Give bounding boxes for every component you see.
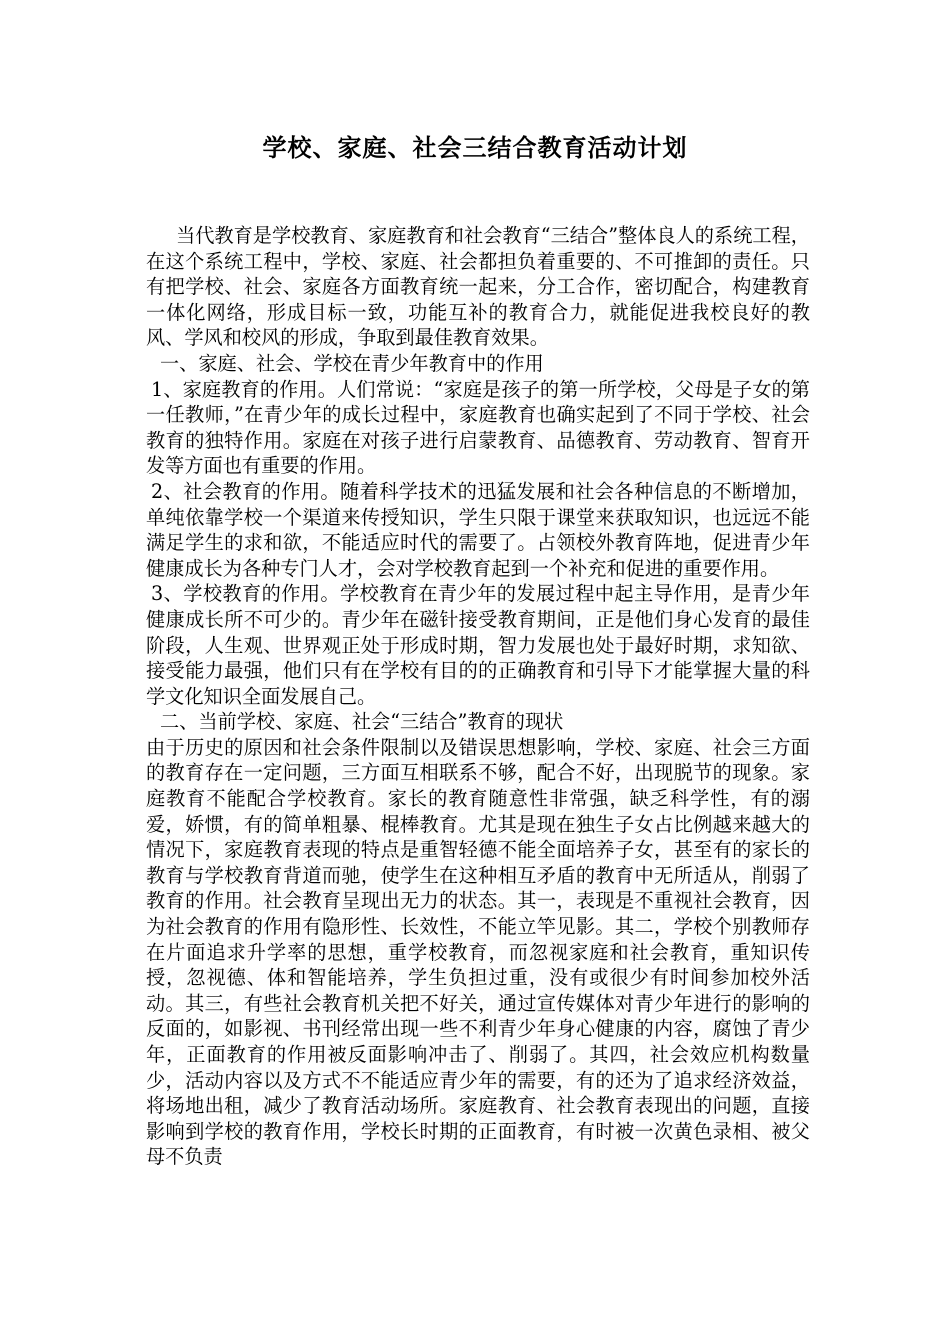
document-title: 学校、家庭、社会三结合教育活动计划	[262, 133, 688, 162]
paragraph-current-status: 由于历史的原因和社会条件限制以及错误思想影响，学校、家庭、社会三方面的教育存在一定问题，三方面互相联系不够，配合不好，出现脱节的现象。家庭教育不能配合学校教育。家长的教育随意性非常强，缺乏科学性，有的溺爱，娇惯，有的简单粗暴、棍棒教育。尤其是现在独生子女占比例越来越大的情况下，家庭教育表现的特点是重智轻德不能全面培养子女，甚至有的家长的教育与学校教育背道而驰，使学生在这种相互矛盾的教育中无所适从，削弱了教育的作用。社会教育呈现出无力的状态。其一，表现是不重视社会教育，因为社会教育的作用有隐形性、长效性，不能立竿见影。其二，学校个别教师存在片面追求升学率的思想，重学校教育，而忽视家庭和社会教育，重知识传授，忽视德、体和智能培养，学生负担过重，没有或很少有时间参加校外活动。其三，有些社会教育机关把不好关，通过宣传媒体对青少年进行的影响的反面的，如影视、书刊经常出现一些不利青少年身心健康的内容，腐蚀了青少年，正面教育的作用被反面影响冲击了、削弱了。其四，社会效应机构数量少，活动内容以及方式不不能适应青少年的需要，有的还为了追求经济效益，将场地出租，减少了教育活动场所。家庭教育、社会教育表现出的问题，直接影响到学校的教育作用，学校长时期的正面教育，有时被一次黄色录相、被父母不负责	[146, 735, 810, 1169]
paragraph-school-education: 3、学校教育的作用。学校教育在青少年的发展过程中起主导作用，是青少年健康成长所不可少的。青少年在磁针接受教育期间，正是他们身心发育的最佳阶段，人生观、世界观正处于形成时期，智力发展也处于最好时期，求知欲、接受能力最强，他们只有在学校有目的的正确教育和引导下才能掌握大量的科学文化知识全面发展自己。	[146, 582, 810, 708]
section-heading-2: 二、当前学校、家庭、社会“三结合”教育的现状	[160, 710, 564, 734]
section-heading-1: 一、家庭、社会、学校在青少年教育中的作用	[160, 351, 544, 375]
paragraph-family-education: 1、家庭教育的作用。人们常说：“家庭是孩子的第一所学校，父母是子女的第一任教师，”在青少年的成长过程中，家庭教育也确实起到了不同于学校、社会教育的独特作用。家庭在对孩子进行启蒙教育、品德教育、劳动教育、智育开发等方面也有重要的作用。	[146, 377, 810, 478]
intro-paragraph: 当代教育是学校教育、家庭教育和社会教育“三结合”整体良人的系统工程，在这个系统工程中，学校、家庭、社会都担负着重要的、不可推卸的责任。只有把学校、社会、家庭各方面教育统一起来，分工合作，密切配合，构建教育一体化网络，形成目标一致，功能互补的教育合力，就能促进我校良好的教风、学风和校风的形成，争取到最佳教育效果。	[146, 224, 810, 350]
paragraph-social-education: 2、社会教育的作用。随着科学技术的迅猛发展和社会各种信息的不断增加，单纯依靠学校一个渠道来传授知识，学生只限于课堂来获取知识，也远远不能满足学生的求和欲，不能适应时代的需要了。占领校外教育阵地，促进青少年健康成长为各种专门人才，会对学校教育起到一个补充和促进的重要作用。	[146, 479, 810, 580]
document-body	[146, 223, 810, 1170]
